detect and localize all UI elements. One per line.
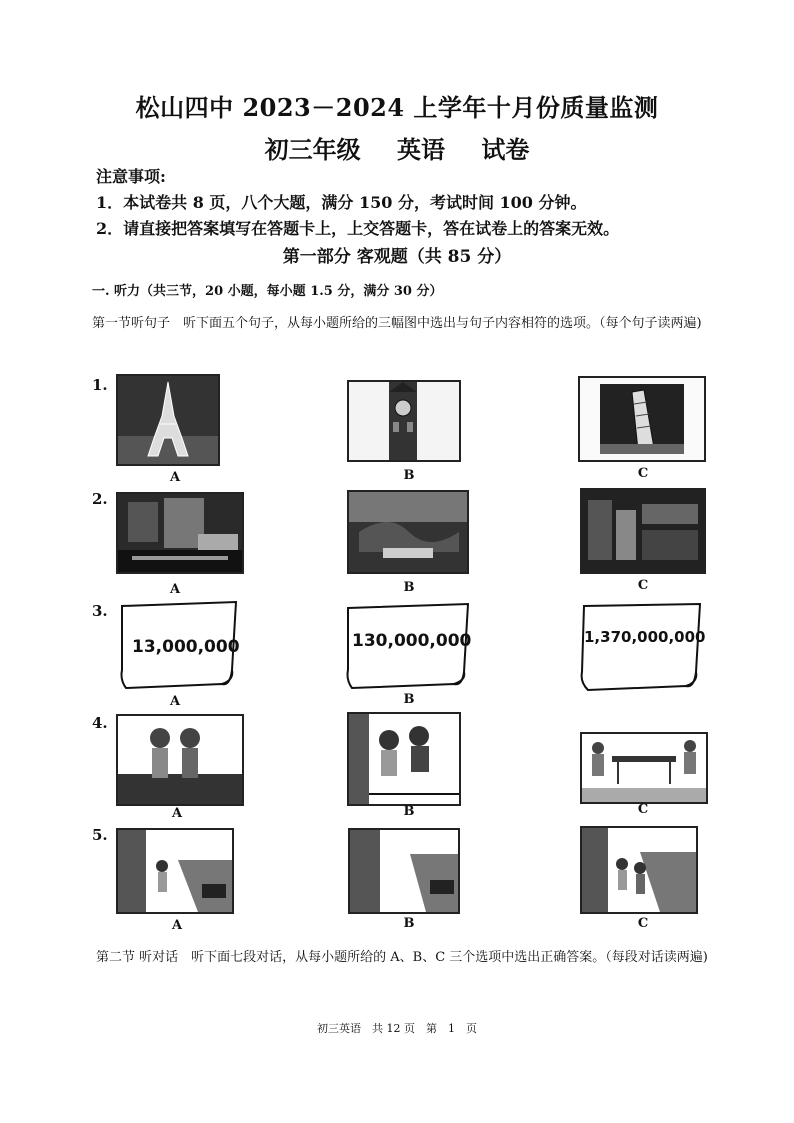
number-card-picture bbox=[118, 600, 244, 692]
option-label: B bbox=[403, 580, 415, 595]
number-text: 130,000,000 bbox=[352, 631, 472, 651]
option-label: C bbox=[637, 578, 649, 593]
option-label: A bbox=[171, 918, 183, 933]
option-label: C bbox=[637, 802, 649, 817]
question-number: 3. bbox=[92, 602, 108, 620]
page-footer: 初三英语 共 12 页 第 1 页 bbox=[317, 1022, 477, 1035]
eiffel-tower-picture bbox=[116, 374, 220, 466]
movie-poster-picture bbox=[116, 492, 244, 574]
notice-item: 2．请直接把答案填写在答题卡上，上交答题卡，答在试卷上的答案无效。 bbox=[96, 219, 620, 238]
two-people-picture bbox=[116, 714, 244, 806]
number-text: 1,370,000,000 bbox=[584, 628, 706, 646]
street-scene-picture bbox=[116, 828, 234, 914]
exam-subtitle bbox=[0, 130, 794, 165]
section-instructions: 第一节听句子 听下面五个句子，从每小题所给的三幅图中选出与句子内容相符的选项。（每个句子读两遍) bbox=[92, 316, 702, 331]
question-number: 1. bbox=[92, 376, 108, 394]
number-card-picture bbox=[578, 600, 708, 696]
dancing-picture bbox=[347, 712, 461, 806]
option-label: B bbox=[403, 804, 415, 819]
option-label: A bbox=[169, 582, 181, 597]
number-text: 13,000,000 bbox=[132, 637, 240, 657]
leaning-tower-picture bbox=[578, 376, 706, 462]
movie-poster-picture bbox=[580, 488, 706, 574]
option-label: C bbox=[637, 916, 649, 931]
option-label: B bbox=[403, 468, 415, 483]
option-label: B bbox=[403, 916, 415, 931]
subject-label: 英语 bbox=[397, 135, 445, 164]
movie-poster-picture bbox=[347, 490, 469, 574]
big-ben-picture bbox=[347, 380, 461, 462]
option-label: A bbox=[169, 694, 181, 709]
question-number: 5. bbox=[92, 826, 108, 844]
exam-title: 松山四中 2023－2024 上学年十月份质量监测 bbox=[135, 93, 659, 122]
question-number: 2. bbox=[92, 490, 108, 508]
notice-item: 1．本试卷共 8 页，八个大题，满分 150 分，考试时间 100 分钟。 bbox=[96, 193, 587, 212]
option-label: A bbox=[169, 470, 181, 485]
question-number: 4. bbox=[92, 714, 108, 732]
section-instructions: 第二节 听对话 听下面七段对话，从每小题所给的 A、B、C 三个选项中选出正确答案。（每段对话读两遍) bbox=[96, 950, 708, 965]
paper-label: 试卷 bbox=[481, 135, 530, 164]
section-heading: 一. 听力（共三节，20 小题，每小题 1.5 分，满分 30 分） bbox=[92, 284, 443, 299]
option-label: A bbox=[171, 806, 183, 821]
part-title: 第一部分 客观题（共 85 分） bbox=[282, 247, 512, 267]
number-card-picture bbox=[344, 602, 474, 692]
notice-heading: 注意事项: bbox=[96, 167, 166, 186]
option-label: B bbox=[403, 692, 415, 707]
grade-label: 初三年级 bbox=[264, 135, 361, 164]
option-label: C bbox=[637, 466, 649, 481]
table-tennis-picture bbox=[580, 732, 708, 804]
street-scene-picture bbox=[348, 828, 460, 914]
street-scene-picture bbox=[580, 826, 698, 914]
